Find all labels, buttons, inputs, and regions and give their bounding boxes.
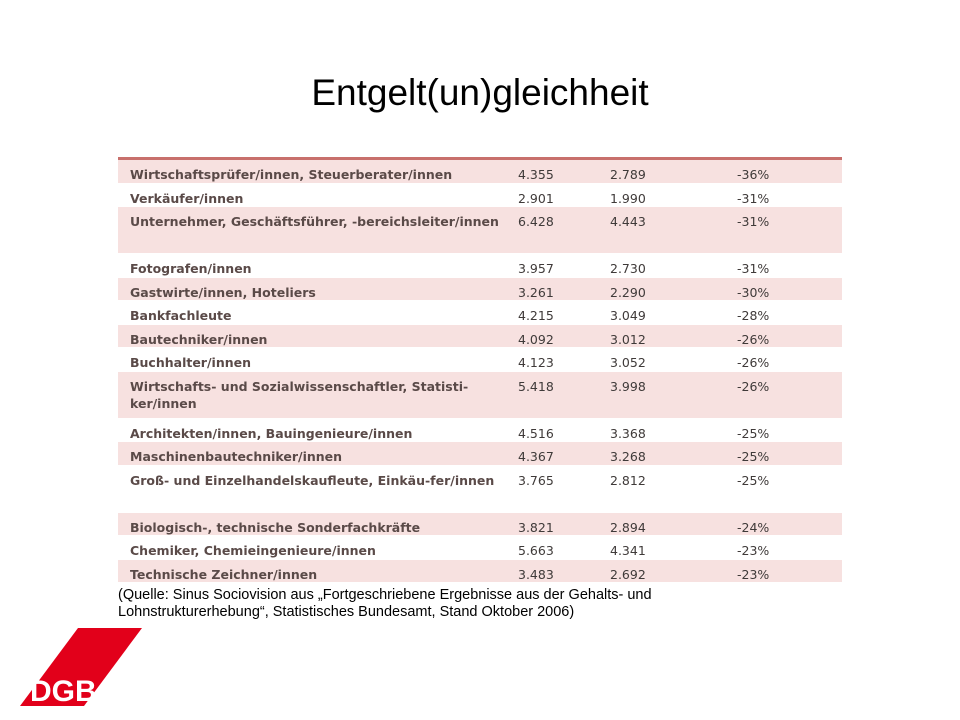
job-title: Maschinenbautechniker/innen [130, 449, 343, 464]
difference: -31% [737, 261, 770, 276]
salary-table [118, 157, 842, 583]
value-a: 5.418 [518, 378, 554, 394]
job-title: Unternehmer, Geschäftsführer, -bereichsleiter/innen [130, 214, 499, 229]
value-b: 1.990 [610, 190, 646, 206]
dgb-logo [20, 628, 142, 706]
value-a: 3.261 [518, 284, 554, 300]
value-b: 3.368 [610, 425, 646, 441]
difference: -24% [737, 519, 770, 535]
difference: -25% [737, 472, 770, 488]
table-row [118, 372, 842, 419]
table-row [118, 536, 842, 560]
table-row [118, 278, 842, 302]
value-b: 2.789 [610, 167, 646, 182]
value-b: 2.730 [610, 261, 646, 276]
job-title: Fotografen/innen [130, 261, 252, 276]
difference: -25% [737, 425, 770, 441]
job-title: Technische Zeichner/innen [130, 566, 318, 582]
value-a: 4.516 [518, 425, 554, 441]
job-title: Bankfachleute [130, 308, 232, 323]
difference: -31% [737, 190, 770, 206]
job-title: Wirtschaftsprüfer/innen, Steuerberater/innen [130, 167, 453, 182]
value-b: 2.290 [610, 284, 646, 300]
value-b: 4.341 [610, 543, 646, 558]
job-title: Wirtschafts- und Sozialwissenschaftler, Statisti-ker/innen [130, 378, 469, 411]
value-a: 3.483 [518, 566, 554, 582]
logo-text: DGB [30, 675, 97, 706]
job-title: Buchhalter/innen [130, 355, 251, 370]
value-a: 4.092 [518, 331, 554, 347]
table-row [118, 419, 842, 443]
value-a: 4.355 [518, 167, 554, 182]
value-b: 4.443 [610, 214, 646, 229]
value-b: 3.268 [610, 449, 646, 464]
value-a: 4.123 [518, 355, 554, 370]
difference: -31% [737, 214, 770, 229]
value-a: 5.663 [518, 543, 554, 558]
table-row [118, 325, 842, 349]
value-a: 4.215 [518, 308, 554, 323]
value-b: 2.894 [610, 519, 646, 535]
table-row [118, 301, 842, 325]
value-a: 6.428 [518, 214, 554, 229]
value-b: 2.692 [610, 566, 646, 582]
difference: -26% [737, 378, 770, 394]
source-note: (Quelle: Sinus Sociovision aus „Fortgeschriebene Ergebnisse aus der Gehalts- und Lohnstrukturerhebung“, Statistisches Bundesamt, Stand Oktober 2006) [118, 587, 652, 620]
difference: -25% [737, 449, 770, 464]
value-a: 3.957 [518, 261, 554, 276]
value-b: 2.812 [610, 472, 646, 488]
value-b: 3.012 [610, 331, 646, 347]
job-title: Architekten/innen, Bauingenieure/innen [130, 425, 413, 441]
table-row [118, 160, 842, 184]
difference: -26% [737, 331, 770, 347]
value-a: 2.901 [518, 190, 554, 206]
table-row [118, 184, 842, 208]
table-row [118, 466, 842, 513]
value-a: 3.765 [518, 472, 554, 488]
page-title: Entgelt(un)gleichheit [311, 72, 649, 113]
table-row [118, 442, 842, 466]
difference: -30% [737, 284, 770, 300]
value-b: 3.052 [610, 355, 646, 370]
difference: -23% [737, 543, 770, 558]
value-b: 3.998 [610, 378, 646, 394]
difference: -26% [737, 355, 770, 370]
job-title: Biologisch-, technische Sonderfachkräfte [130, 519, 421, 535]
value-a: 3.821 [518, 519, 554, 535]
table-row [118, 207, 842, 254]
job-title: Gastwirte/innen, Hoteliers [130, 284, 316, 300]
difference: -36% [737, 167, 770, 182]
job-title: Bautechniker/innen [130, 331, 268, 347]
value-a: 4.367 [518, 449, 554, 464]
value-b: 3.049 [610, 308, 646, 323]
difference: -28% [737, 308, 770, 323]
difference: -23% [737, 566, 770, 582]
job-title: Verkäufer/innen [130, 190, 244, 206]
job-title: Chemiker, Chemieingenieure/innen [130, 543, 376, 558]
table-row [118, 560, 842, 584]
table-row [118, 348, 842, 372]
table-row [118, 254, 842, 278]
table-row [118, 513, 842, 537]
job-title: Groß- und Einzelhandelskaufleute, Einkäu-fer/innen [130, 472, 495, 488]
